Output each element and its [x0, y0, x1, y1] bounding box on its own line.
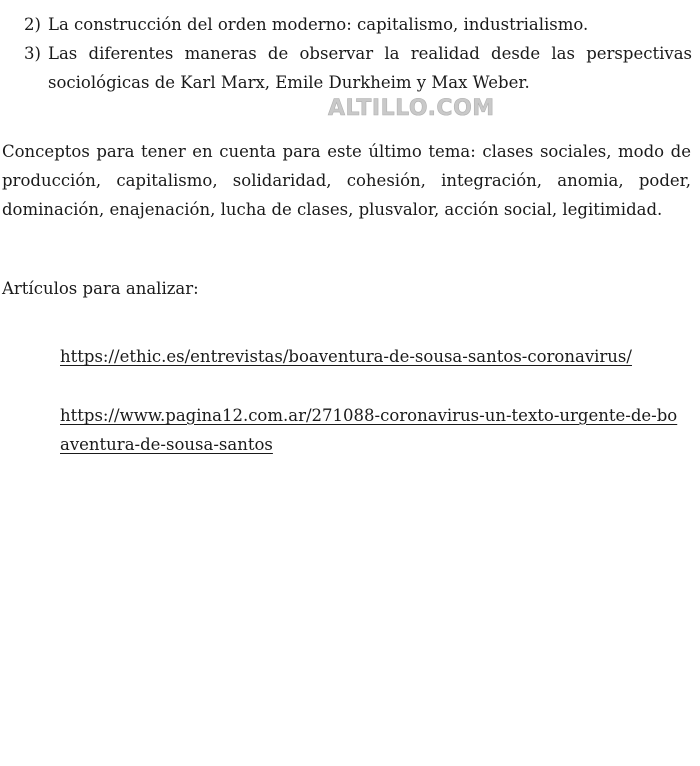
list-item-number: 3) — [24, 44, 41, 63]
article-link-container — [60, 342, 686, 371]
list-item-text-line-2: sociológicas de Karl Marx, Emile Durkheim y Max Weber. — [48, 73, 530, 92]
article-link-pagina12[interactable]: https://www.pagina12.com.ar/271088-coronavirus-un-texto-urgente-de-boaventura-de-sousa-santos — [60, 406, 678, 454]
watermark: ALTILLO.COM — [328, 96, 495, 121]
list-item-text: La construcción del orden moderno: capitalismo, industrialismo. — [48, 15, 589, 34]
list-item-text — [48, 39, 692, 97]
articles-label: Artículos para analizar: — [2, 279, 199, 298]
article-link-container — [60, 401, 686, 459]
article-link-ethic[interactable]: https://ethic.es/entrevistas/boaventura-de-sousa-santos-coronavirus/ — [60, 347, 632, 366]
list-item-text-line-1: Las diferentes maneras de observar la realidad desde las perspectivas — [48, 44, 692, 63]
concepts-paragraph: Conceptos para tener en cuenta para este último tema: clases sociales, modo de producción, capitalismo, solidaridad, cohesión, integración, anomia, poder, dominación, enajenación, lucha de clases, plusvalor, acción social, legitimidad. — [2, 142, 691, 219]
list-item-number: 2) — [24, 15, 41, 34]
